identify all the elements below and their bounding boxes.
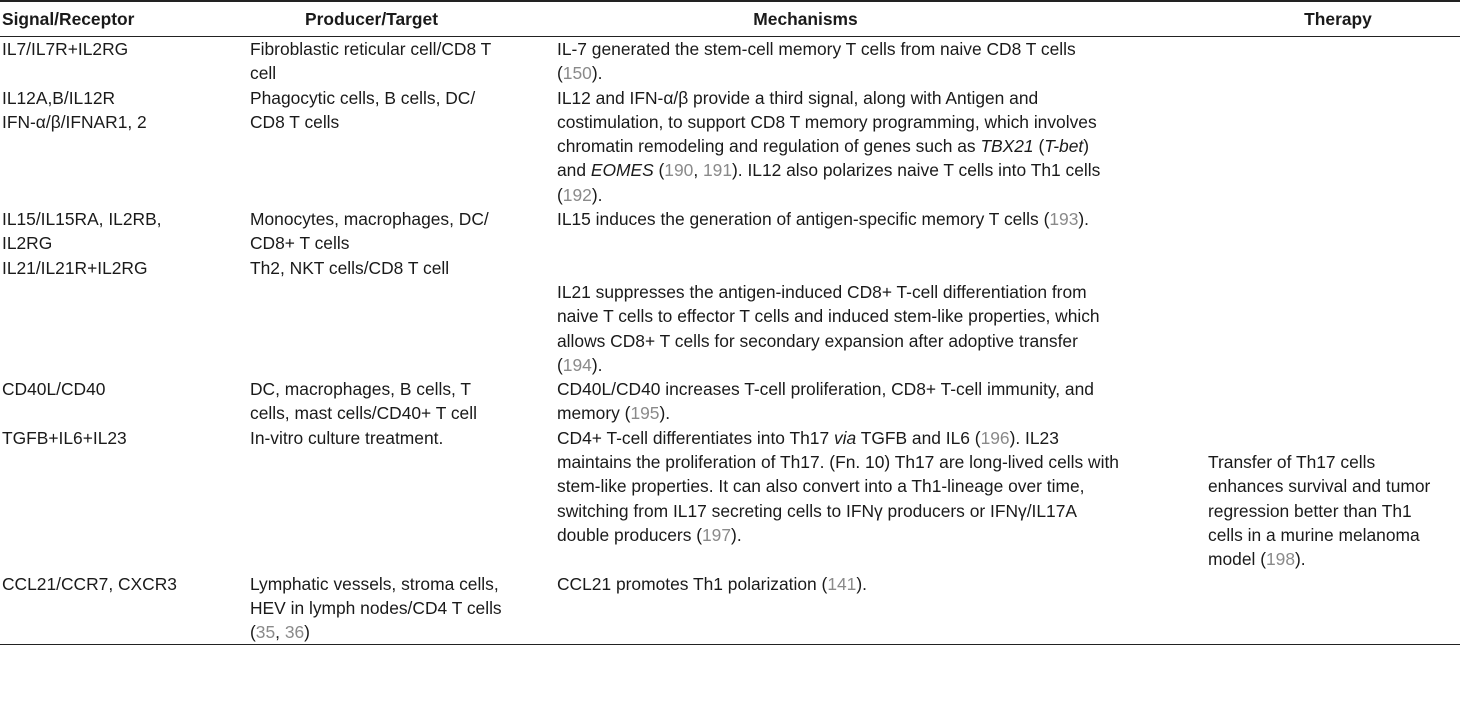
cell-producer-target (248, 426, 555, 572)
italic-text: TBX21 (980, 136, 1034, 157)
citation-link[interactable]: 150 (562, 63, 592, 84)
text-segment: ). (591, 63, 603, 84)
producer-line: Th2, NKT cells/CD8 T cell (250, 257, 450, 278)
text-segment: ( (653, 160, 665, 181)
header-signal-receptor: Signal/Receptor (2, 8, 135, 29)
mechanism-line (557, 377, 1206, 401)
mechanism-line (557, 256, 1206, 280)
signal-line: IL2RG (2, 233, 53, 254)
cell-signal-receptor (0, 256, 248, 377)
cell-producer-target (248, 37, 555, 86)
citation-link[interactable]: 192 (562, 184, 592, 205)
therapy-line (1208, 450, 1460, 474)
mechanism-line (557, 134, 1206, 158)
text-segment: ). (856, 573, 867, 594)
text-segment: model ( (1208, 549, 1266, 570)
text-segment: maintains the proliferation of Th17. (Fn. 10) Th17 are long-lived cells with (557, 452, 1119, 473)
text-segment: , (693, 160, 703, 181)
header-row (0, 1, 1460, 37)
cell-mechanism (555, 86, 1206, 207)
citation-link[interactable]: 195 (630, 403, 660, 424)
header-mechanisms: Mechanisms (753, 8, 858, 29)
text-segment: naive T cells to effector T cells and induced stem-like properties, which (557, 306, 1100, 327)
italic-text: T-bet (1044, 136, 1084, 157)
text-segment: regression better than Th1 (1208, 500, 1412, 521)
producer-line: Monocytes, macrophages, DC/ (250, 209, 489, 230)
text-segment: ( (557, 63, 563, 84)
mechanism-line (557, 37, 1206, 61)
mechanism-line (557, 158, 1206, 182)
text-segment: and (557, 160, 591, 181)
cell-therapy (1206, 377, 1460, 426)
signal-line: IL21/IL21R+IL2RG (2, 257, 148, 278)
text-segment: ) (304, 622, 310, 643)
cell-producer-target (248, 86, 555, 207)
text-segment: enhances survival and tumor (1208, 476, 1431, 497)
cell-therapy (1206, 37, 1460, 86)
table-row (0, 207, 1460, 256)
therapy-line (1208, 523, 1460, 547)
cell-producer-target (248, 256, 555, 377)
mechanism-line (557, 329, 1206, 353)
table-row (0, 256, 1460, 377)
producer-line: cell (250, 63, 277, 84)
text-segment: ) (1083, 136, 1090, 157)
italic-text: EOMES (590, 160, 654, 181)
producer-line: DC, macrophages, B cells, T (250, 379, 472, 400)
text-segment: stem-like properties. It can also convert into a Th1-lineage over time, (557, 476, 1085, 497)
citation-link[interactable]: 141 (827, 573, 857, 594)
text-segment: ). (591, 354, 603, 375)
producer-line: Phagocytic cells, B cells, DC/ (250, 87, 476, 108)
signal-line: IL12A,B/IL12R (2, 87, 116, 108)
mechanism-line (557, 499, 1206, 523)
cell-signal-receptor (0, 207, 248, 256)
therapy-line (1208, 499, 1460, 523)
mechanism-line (557, 280, 1206, 304)
citation-link[interactable]: 190 (664, 160, 694, 181)
cell-signal-receptor (0, 86, 248, 207)
mechanism-line (557, 183, 1206, 207)
table-row (0, 426, 1460, 572)
text-segment: ). (731, 524, 742, 545)
producer-line: CD8 T cells (250, 111, 340, 132)
signal-line: IL7/IL7R+IL2RG (2, 39, 129, 59)
text-segment: chromatin remodeling and regulation of genes such as (557, 136, 981, 157)
citation-link[interactable]: 35 (255, 622, 276, 643)
cell-therapy (1206, 86, 1460, 207)
cell-mechanism (555, 256, 1206, 377)
text-segment: ( (250, 622, 256, 643)
text-segment: CD4+ T-cell differentiates into Th17 (557, 427, 834, 448)
citation-link[interactable]: 193 (1049, 209, 1079, 230)
producer-line: In-vitro culture treatment. (250, 427, 444, 448)
text-segment: switching from IL17 secreting cells to IFNγ producers or IFNγ/IL17A (557, 500, 1077, 521)
italic-text: via (833, 427, 857, 448)
citation-link[interactable]: 36 (284, 622, 305, 643)
cell-producer-target (248, 377, 555, 426)
mechanism-line (557, 207, 1206, 231)
cell-signal-receptor (0, 377, 248, 426)
cell-signal-receptor (0, 37, 248, 86)
citation-link[interactable]: 198 (1266, 549, 1296, 570)
text-segment: ( (557, 354, 563, 375)
text-segment: ). IL23 (1009, 427, 1059, 448)
table-row (0, 37, 1460, 86)
text-segment: Lymphatic vessels, stroma cells, (250, 573, 499, 594)
mechanism-line (557, 110, 1206, 134)
cell-mechanism (555, 572, 1206, 645)
table-row (0, 377, 1460, 426)
mechanism-line (557, 426, 1206, 450)
text-segment: ( (1033, 136, 1045, 157)
mechanism-line (557, 474, 1206, 498)
mechanism-line (557, 450, 1206, 474)
producer-line: CD8+ T cells (250, 233, 350, 254)
header-therapy: Therapy (1304, 8, 1372, 29)
text-segment: IL-7 generated the stem-cell memory T cells from naive CD8 T cells (557, 39, 1076, 59)
cell-therapy (1206, 426, 1460, 572)
cell-therapy (1206, 207, 1460, 256)
cell-producer-target (248, 572, 555, 645)
therapy-line (1208, 547, 1460, 571)
therapy-line (1208, 426, 1460, 450)
citation-link[interactable]: 194 (562, 354, 592, 375)
table-body (0, 37, 1460, 645)
cell-producer-target (248, 207, 555, 256)
text-segment: IL21 suppresses the antigen-induced CD8+ T-cell differentiation from (557, 281, 1087, 302)
text-segment: ). IL12 also polarizes naive T cells into Th1 cells (732, 160, 1101, 181)
cell-signal-receptor (0, 572, 248, 645)
text-segment: , (275, 622, 285, 643)
mechanism-line (557, 572, 1206, 596)
producer-line: cells, mast cells/CD40+ T cell (250, 403, 477, 424)
mechanism-line (557, 401, 1206, 425)
citation-link[interactable]: 196 (980, 427, 1010, 448)
signal-line: CCL21/CCR7, CXCR3 (2, 573, 177, 594)
cell-mechanism (555, 426, 1206, 572)
therapy-line (1208, 474, 1460, 498)
text-segment: ( (557, 184, 563, 205)
signal-line: IFN-α/β/IFNAR1, 2 (2, 111, 147, 132)
cell-mechanism (555, 207, 1206, 256)
text-segment: HEV in lymph nodes/CD4 T cells (250, 597, 502, 618)
mechanism-line (557, 61, 1206, 85)
producer-line (250, 596, 555, 620)
text-segment: TGFB and IL6 ( (856, 427, 981, 448)
cell-therapy (1206, 256, 1460, 377)
text-segment: Transfer of Th17 cells (1208, 452, 1376, 473)
producer-line (250, 620, 555, 644)
cell-therapy (1206, 572, 1460, 645)
cell-mechanism (555, 377, 1206, 426)
text-segment: CCL21 promotes Th1 polarization ( (557, 573, 828, 594)
text-segment: ). (659, 403, 671, 424)
mechanism-line (557, 86, 1206, 110)
text-segment: allows CD8+ T cells for secondary expansion after adoptive transfer (557, 330, 1078, 351)
signal-line: TGFB+IL6+IL23 (2, 427, 127, 448)
text-segment: ). (1295, 549, 1306, 570)
cell-signal-receptor (0, 426, 248, 572)
table-row (0, 86, 1460, 207)
text-segment: IL15 induces the generation of antigen-specific memory T cells ( (557, 209, 1050, 230)
producer-line: Fibroblastic reticular cell/CD8 T (250, 39, 492, 59)
header-producer-target: Producer/Target (304, 8, 439, 29)
citation-link[interactable]: 197 (702, 524, 732, 545)
table-row (0, 572, 1460, 645)
mechanism-line (557, 523, 1206, 547)
text-segment: double producers ( (557, 524, 703, 545)
text-segment: costimulation, to support CD8 T memory programming, which involves (557, 111, 1097, 132)
text-segment: CD40L/CD40 increases T-cell proliferation, CD8+ T-cell immunity, and (557, 379, 1094, 400)
signal-line: IL15/IL15RA, IL2RB, (2, 209, 162, 230)
mechanism-line (557, 353, 1206, 377)
citation-link[interactable]: 191 (702, 160, 732, 181)
text-segment: ). (1078, 209, 1089, 230)
signal-line: CD40L/CD40 (2, 379, 106, 400)
producer-line (250, 572, 555, 596)
text-segment: ). (591, 184, 603, 205)
text-segment: memory ( (557, 403, 631, 424)
cell-mechanism (555, 37, 1206, 86)
mechanism-line (557, 304, 1206, 328)
text-segment: cells in a murine melanoma (1208, 524, 1420, 545)
text-segment: IL12 and IFN-α/β provide a third signal, along with Antigen and (557, 87, 1039, 108)
